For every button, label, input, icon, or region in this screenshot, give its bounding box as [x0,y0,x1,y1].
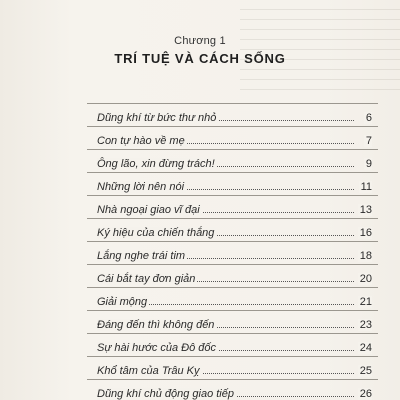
toc-entry-title: Con tự hào về mẹ [97,135,185,147]
toc-entry-page: 13 [359,204,372,216]
toc-entry-page: 11 [360,181,372,193]
toc-entry-title: Nhà ngoại giao vĩ đại [97,204,200,216]
toc-entry-page: 21 [359,296,372,308]
toc-entry [87,242,378,265]
toc-entry-page: 20 [359,273,372,285]
toc-entry [87,380,378,400]
toc-entry [87,104,378,127]
toc-entry-title: Dũng khí từ bức thư nhỏ [97,112,217,124]
toc-entry [87,288,378,311]
toc-entry-title: Giải mộng [97,296,148,308]
toc-entry-page: 26 [359,388,372,400]
toc-entry-page: 9 [365,158,372,170]
toc-entry-title: Ký hiệu của chiến thắng [97,227,215,239]
toc-entry [87,127,378,150]
toc-entry-title: Dũng khí chủ động giao tiếp [97,388,234,400]
toc-entry-title: Đáng đến thì không đến [97,319,215,331]
toc-entry-title: Sự hài hước của Đô đốc [97,342,217,354]
bleed-through-text [240,0,400,95]
chapter-title: TRÍ TUỆ VÀ CÁCH SỐNG [114,51,286,66]
toc-entry-page: 25 [359,365,372,377]
toc-entry-title: Lắng nghe trái tim [97,250,186,262]
chapter-label: Chương 1 [174,35,226,47]
toc-entry [87,357,378,380]
toc-entry-page: 7 [365,135,372,147]
toc-entry-page: 18 [359,250,372,262]
table-of-contents [87,103,378,400]
toc-entry [87,150,378,173]
toc-entry-title: Những lời nên nói [97,181,185,193]
toc-entry-title: Ông lão, xin đừng trách! [97,158,215,170]
toc-entry-page: 16 [359,227,372,239]
toc-entry-page: 6 [365,112,372,124]
toc-entry [87,265,378,288]
toc-entry [87,196,378,219]
toc-entry-title: Cái bắt tay đơn giản [97,273,196,285]
toc-entry-title: Khổ tâm của Trâu Kỵ [97,365,200,377]
toc-entry [87,334,378,357]
toc-entry [87,219,378,242]
toc-entry-page: 24 [359,342,372,354]
toc-entry [87,311,378,334]
toc-entry-page: 23 [359,319,372,331]
toc-entry [87,173,378,196]
